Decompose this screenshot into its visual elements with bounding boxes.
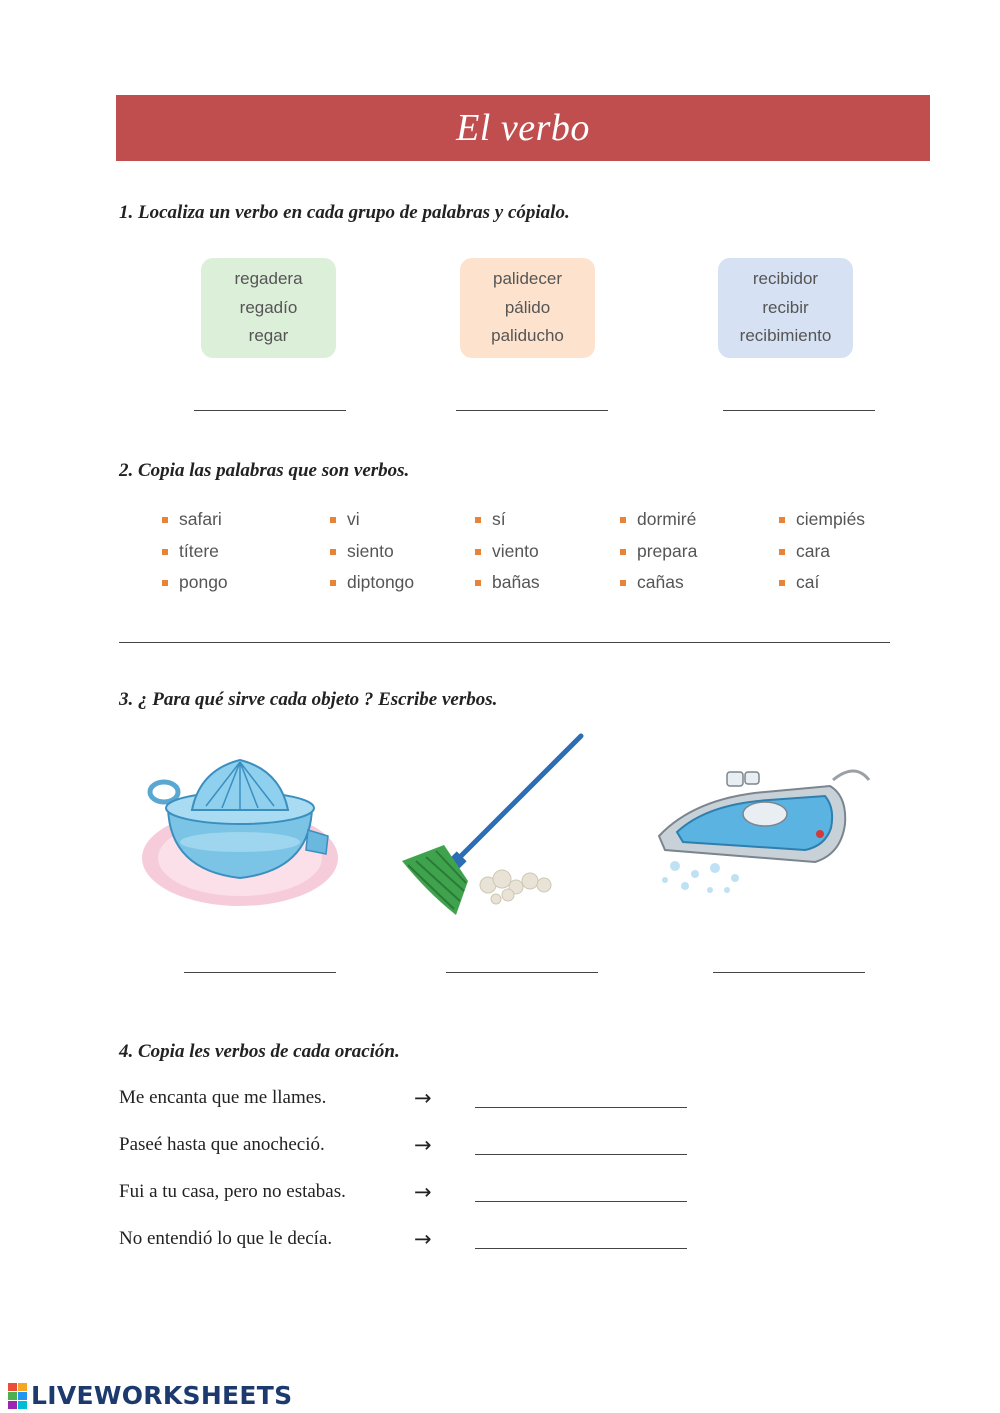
group-word: pálido bbox=[504, 297, 551, 317]
page-title: El verbo bbox=[456, 107, 590, 149]
word-option bbox=[620, 509, 696, 530]
arrow-icon: → bbox=[414, 1133, 432, 1157]
word-option bbox=[330, 509, 360, 530]
word-group-box-2 bbox=[460, 258, 595, 358]
bullet-icon bbox=[620, 549, 626, 555]
word-option-label: caí bbox=[796, 572, 820, 592]
bullet-icon bbox=[162, 549, 168, 555]
bullet-icon bbox=[620, 580, 626, 586]
bullet-icon bbox=[475, 549, 481, 555]
sentence-2: Paseé hasta que anocheció. bbox=[119, 1134, 325, 1155]
word-option bbox=[620, 541, 697, 562]
word-option bbox=[620, 572, 684, 593]
title-banner bbox=[116, 95, 930, 161]
bullet-icon bbox=[162, 580, 168, 586]
word-option bbox=[162, 572, 228, 593]
word-group-box-3 bbox=[718, 258, 853, 358]
answer-line-1b[interactable] bbox=[456, 410, 608, 411]
word-option-label: prepara bbox=[637, 541, 698, 561]
group-word: regar bbox=[248, 326, 289, 346]
word-option bbox=[779, 541, 830, 562]
sentence-4: No entendió lo que le decía. bbox=[119, 1228, 333, 1249]
word-option-label: dormiré bbox=[637, 509, 697, 529]
group-word: recibir bbox=[762, 297, 809, 317]
exercise-3-heading: 3. ¿ Para qué sirve cada objeto ? Escribe verbos. bbox=[119, 689, 498, 710]
bullet-icon bbox=[330, 517, 336, 523]
answer-line-4c[interactable] bbox=[475, 1201, 687, 1202]
word-option-label: títere bbox=[179, 541, 219, 561]
bullet-icon bbox=[779, 517, 785, 523]
group-word: paliducho bbox=[491, 326, 564, 346]
sentence-1: Me encanta que me llames. bbox=[119, 1087, 327, 1108]
word-option-label: pongo bbox=[179, 572, 228, 592]
word-option-label: cañas bbox=[637, 572, 684, 592]
logo-blocks-icon bbox=[8, 1383, 28, 1409]
group-word: recibimiento bbox=[739, 326, 832, 346]
bullet-icon bbox=[779, 549, 785, 555]
group-word: regadío bbox=[239, 297, 298, 317]
group-word: recibidor bbox=[752, 269, 819, 289]
word-option-label: siento bbox=[347, 541, 394, 561]
answer-line-4b[interactable] bbox=[475, 1154, 687, 1155]
word-option bbox=[330, 572, 414, 593]
word-option bbox=[475, 541, 539, 562]
word-option-label: vi bbox=[347, 509, 360, 529]
arrow-icon: → bbox=[414, 1180, 432, 1204]
word-option-label: ciempiés bbox=[796, 509, 866, 529]
logo-text: LIVEWORKSHEETS bbox=[31, 1381, 293, 1410]
sentence-3: Fui a tu casa, pero no estabas. bbox=[119, 1181, 346, 1202]
liveworksheets-logo bbox=[8, 1381, 292, 1410]
bullet-icon bbox=[475, 580, 481, 586]
exercise-4-heading: 4. Copia les verbos de cada oración. bbox=[119, 1041, 400, 1062]
answer-line-1c[interactable] bbox=[723, 410, 875, 411]
answer-line-2[interactable] bbox=[119, 642, 890, 643]
word-option-label: sí bbox=[492, 509, 506, 529]
iron-image bbox=[655, 762, 880, 912]
word-option bbox=[475, 509, 506, 530]
group-word: palidecer bbox=[493, 269, 562, 289]
juicer-image bbox=[140, 750, 345, 910]
answer-line-4d[interactable] bbox=[475, 1248, 687, 1249]
arrow-icon: → bbox=[414, 1086, 432, 1110]
answer-line-3a[interactable] bbox=[184, 972, 336, 973]
answer-line-1a[interactable] bbox=[194, 410, 346, 411]
word-option-label: cara bbox=[796, 541, 831, 561]
answer-line-3b[interactable] bbox=[446, 972, 598, 973]
word-option bbox=[475, 572, 540, 593]
exercise-2-heading: 2. Copia las palabras que son verbos. bbox=[119, 460, 410, 481]
exercise-1-heading: 1. Localiza un verbo en cada grupo de palabras y cópialo. bbox=[119, 202, 570, 223]
word-option bbox=[330, 541, 394, 562]
bullet-icon bbox=[162, 517, 168, 523]
bullet-icon bbox=[620, 517, 626, 523]
word-group-box-1 bbox=[201, 258, 336, 358]
group-word: regadera bbox=[234, 269, 303, 289]
word-option bbox=[162, 509, 222, 530]
word-option bbox=[162, 541, 219, 562]
answer-line-3c[interactable] bbox=[713, 972, 865, 973]
answer-line-4a[interactable] bbox=[475, 1107, 687, 1108]
bullet-icon bbox=[330, 549, 336, 555]
bullet-icon bbox=[330, 580, 336, 586]
broom-image bbox=[398, 733, 613, 918]
word-option-label: diptongo bbox=[347, 572, 415, 592]
arrow-icon: → bbox=[414, 1227, 432, 1251]
word-option-label: bañas bbox=[492, 572, 540, 592]
word-option-label: viento bbox=[492, 541, 539, 561]
word-option-label: safari bbox=[179, 509, 222, 529]
word-option bbox=[779, 572, 819, 593]
bullet-icon bbox=[779, 580, 785, 586]
word-option bbox=[779, 509, 865, 530]
bullet-icon bbox=[475, 517, 481, 523]
